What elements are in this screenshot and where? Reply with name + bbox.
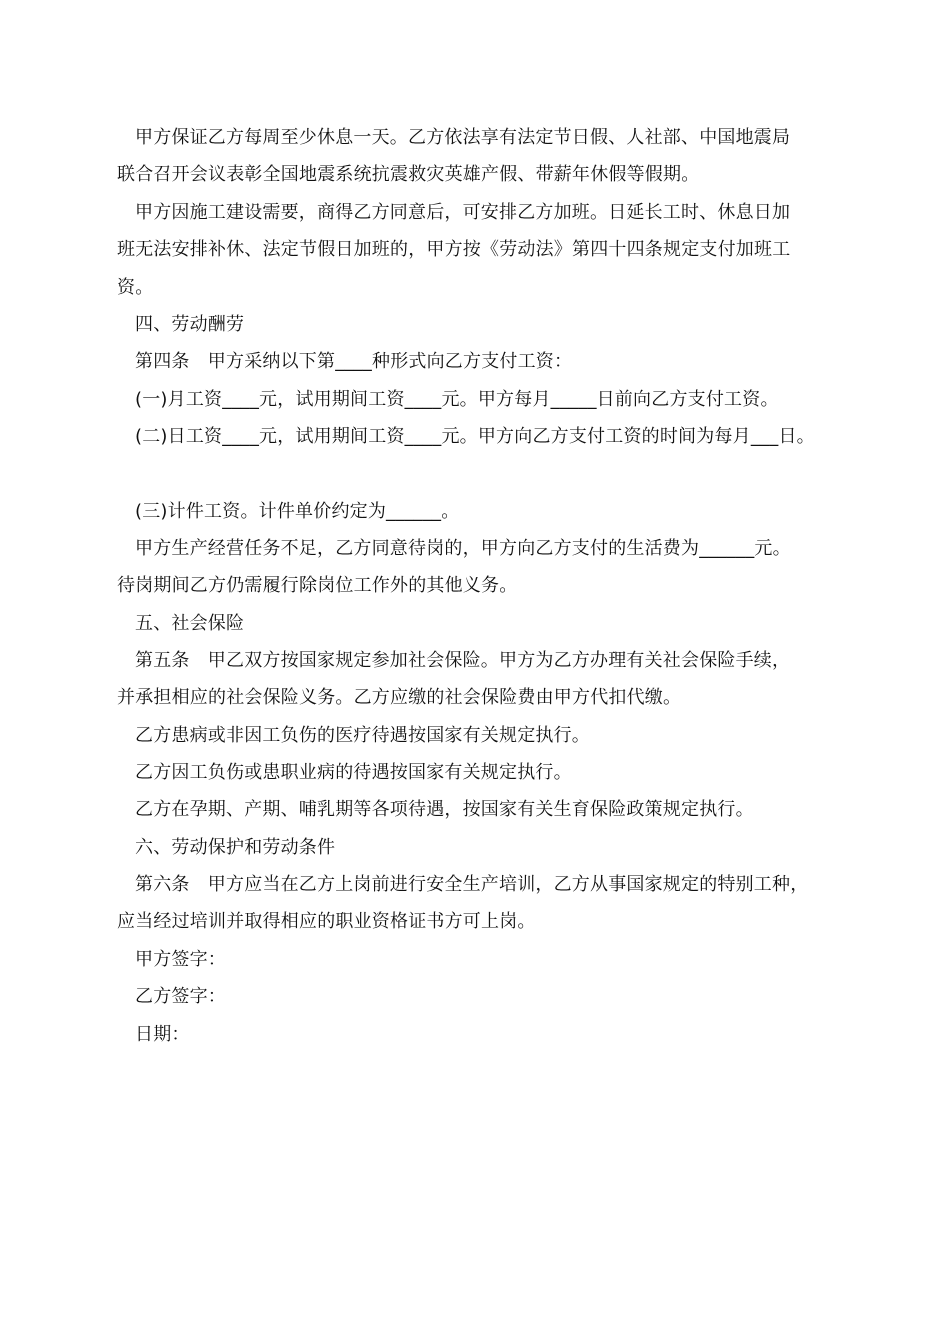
paragraph-line: 乙方因工负伤或患职业病的待遇按国家有关规定执行。 [135,762,572,783]
paragraph-line: 甲方生产经营任务不足，乙方同意待岗的，甲方向乙方支付的生活费为______元。 [135,538,791,559]
paragraph-line: 应当经过培训并取得相应的职业资格证书方可上岗。 [117,911,536,932]
paragraph-line: 乙方在孕期、产期、哺乳期等各项待遇，按国家有关生育保险政策规定执行。 [135,799,754,820]
list-item: (二)日工资____元，试用期间工资____元。甲方向乙方支付工资的时间为每月___日。 [135,426,815,447]
section-heading: 六、劳动保护和劳动条件 [135,837,336,858]
paragraph-line: 待岗期间乙方仍需履行除岗位工作外的其他义务。 [117,575,518,596]
article-line: 第五条 甲乙双方按国家规定参加社会保险。甲方为乙方办理有关社会保险手续， [135,650,791,671]
section-heading: 五、社会保险 [135,613,245,634]
paragraph-line: 甲方保证乙方每周至少休息一天。乙方依法享有法定节日假、人社部、中国地震局 [135,127,791,148]
list-item: (一)月工资____元，试用期间工资____元。甲方每月_____日前向乙方支付工资。 [135,389,779,410]
article-line: 第四条 甲方采纳以下第____种形式向乙方支付工资： [135,351,573,372]
signature-label-party-a: 甲方签字： [135,949,226,970]
article-line: 第六条 甲方应当在乙方上岗前进行安全生产培训，乙方从事国家规定的特别工种， [135,874,809,895]
section-heading: 四、劳动酬劳 [135,314,245,335]
paragraph-line: 甲方因施工建设需要，商得乙方同意后，可安排乙方加班。日延长工时、休息日加 [135,202,791,223]
paragraph-line: 乙方患病或非因工负伤的医疗待遇按国家有关规定执行。 [135,725,590,746]
date-label: 日期： [135,1024,190,1045]
list-item: (三)计件工资。计件单价约定为______。 [135,501,460,522]
paragraph-line: 班无法安排补休、法定节假日加班的，甲方按《劳动法》第四十四条规定支付加班工 [117,239,791,260]
paragraph-line: 资。 [117,277,154,298]
paragraph-line: 并承担相应的社会保险义务。乙方应缴的社会保险费由甲方代扣代缴。 [117,687,682,708]
signature-label-party-b: 乙方签字： [135,986,226,1007]
paragraph-line: 联合召开会议表彰全国地震系统抗震救灾英雄产假、带薪年休假等假期。 [117,164,700,185]
